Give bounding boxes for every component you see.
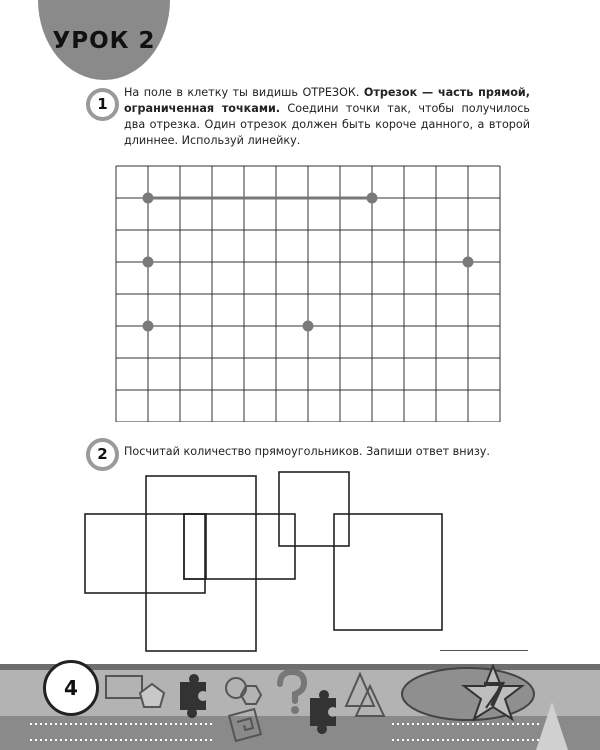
grid-lines <box>116 166 500 422</box>
grid-point[interactable] <box>367 193 378 204</box>
footer-bottom-band <box>0 716 600 750</box>
grid-point[interactable] <box>143 321 154 332</box>
oval-badge <box>402 668 534 720</box>
rectangle-right <box>334 514 442 630</box>
question-mark-dot <box>291 706 299 714</box>
task-2-instructions: Посчитай количество прямоугольников. Запиши ответ внизу. <box>124 445 490 458</box>
page-number: 4 <box>43 660 99 716</box>
task-1-text-intro: На поле в клетку ты видишь ОТРЕЗОК. <box>124 86 364 99</box>
rectangle-narrow <box>184 514 206 579</box>
task-1-instructions <box>124 85 530 149</box>
rectangles-figure <box>0 460 600 660</box>
rectangle-tall <box>146 476 256 651</box>
lesson-badge <box>38 0 170 80</box>
task-2-number: 2 <box>86 438 119 471</box>
answer-line <box>440 650 528 651</box>
task-1-text-rest: Соедини точки так, чтобы получилось два отрезка. Один отрезок должен быть короче данного, а второй длиннее. Используй линейку. <box>124 102 530 147</box>
grid-point[interactable] <box>463 257 474 268</box>
task-1-number: 1 <box>86 88 119 121</box>
dot-grid-field <box>110 160 506 422</box>
grid-point[interactable] <box>143 257 154 268</box>
grid-point[interactable] <box>143 193 154 204</box>
rectangle-left <box>85 514 205 593</box>
rectangle-top-right <box>279 472 349 546</box>
grid-point[interactable] <box>303 321 314 332</box>
task-1-text-definition: Отрезок — часть прямой, ограниченная точками. <box>124 86 530 115</box>
lesson-title: УРОК 2 <box>52 28 156 54</box>
